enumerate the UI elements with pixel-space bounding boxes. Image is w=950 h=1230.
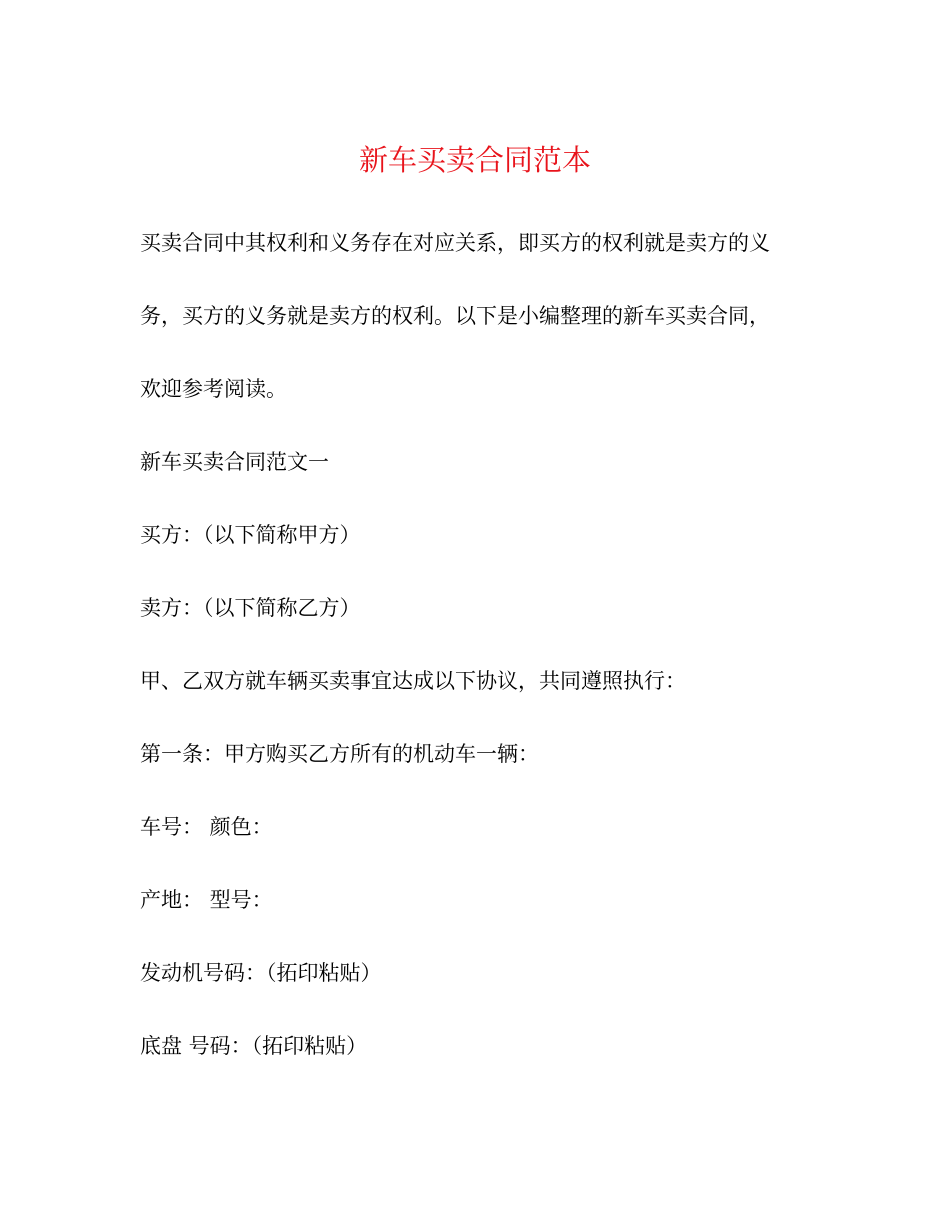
plate-color-line: 车号： 颜色：: [140, 815, 273, 839]
intro-line-2: 务，买方的义务就是卖方的权利。以下是小编整理的新车买卖合同，: [140, 304, 770, 328]
article-one-line: 第一条：甲方购买乙方所有的机动车一辆：: [140, 742, 539, 766]
intro-line-3: 欢迎参考阅读。: [140, 377, 287, 401]
origin-model-line: 产地： 型号：: [140, 888, 273, 912]
buyer-line: 买方：（以下简称甲方）: [140, 523, 361, 547]
section-heading: 新车买卖合同范文一: [140, 450, 329, 474]
chassis-number-line: 底盘 号码：（拓印粘贴）: [140, 1034, 368, 1058]
document-title: 新车买卖合同范本: [358, 143, 591, 177]
intro-line-1: 买卖合同中其权利和义务存在对应关系，即买方的权利就是卖方的义: [140, 231, 770, 255]
agreement-line: 甲、乙双方就车辆买卖事宜达成以下协议，共同遵照执行：: [140, 669, 686, 693]
seller-line: 卖方：（以下简称乙方）: [140, 596, 361, 620]
engine-number-line: 发动机号码：（拓印粘贴）: [140, 961, 382, 985]
